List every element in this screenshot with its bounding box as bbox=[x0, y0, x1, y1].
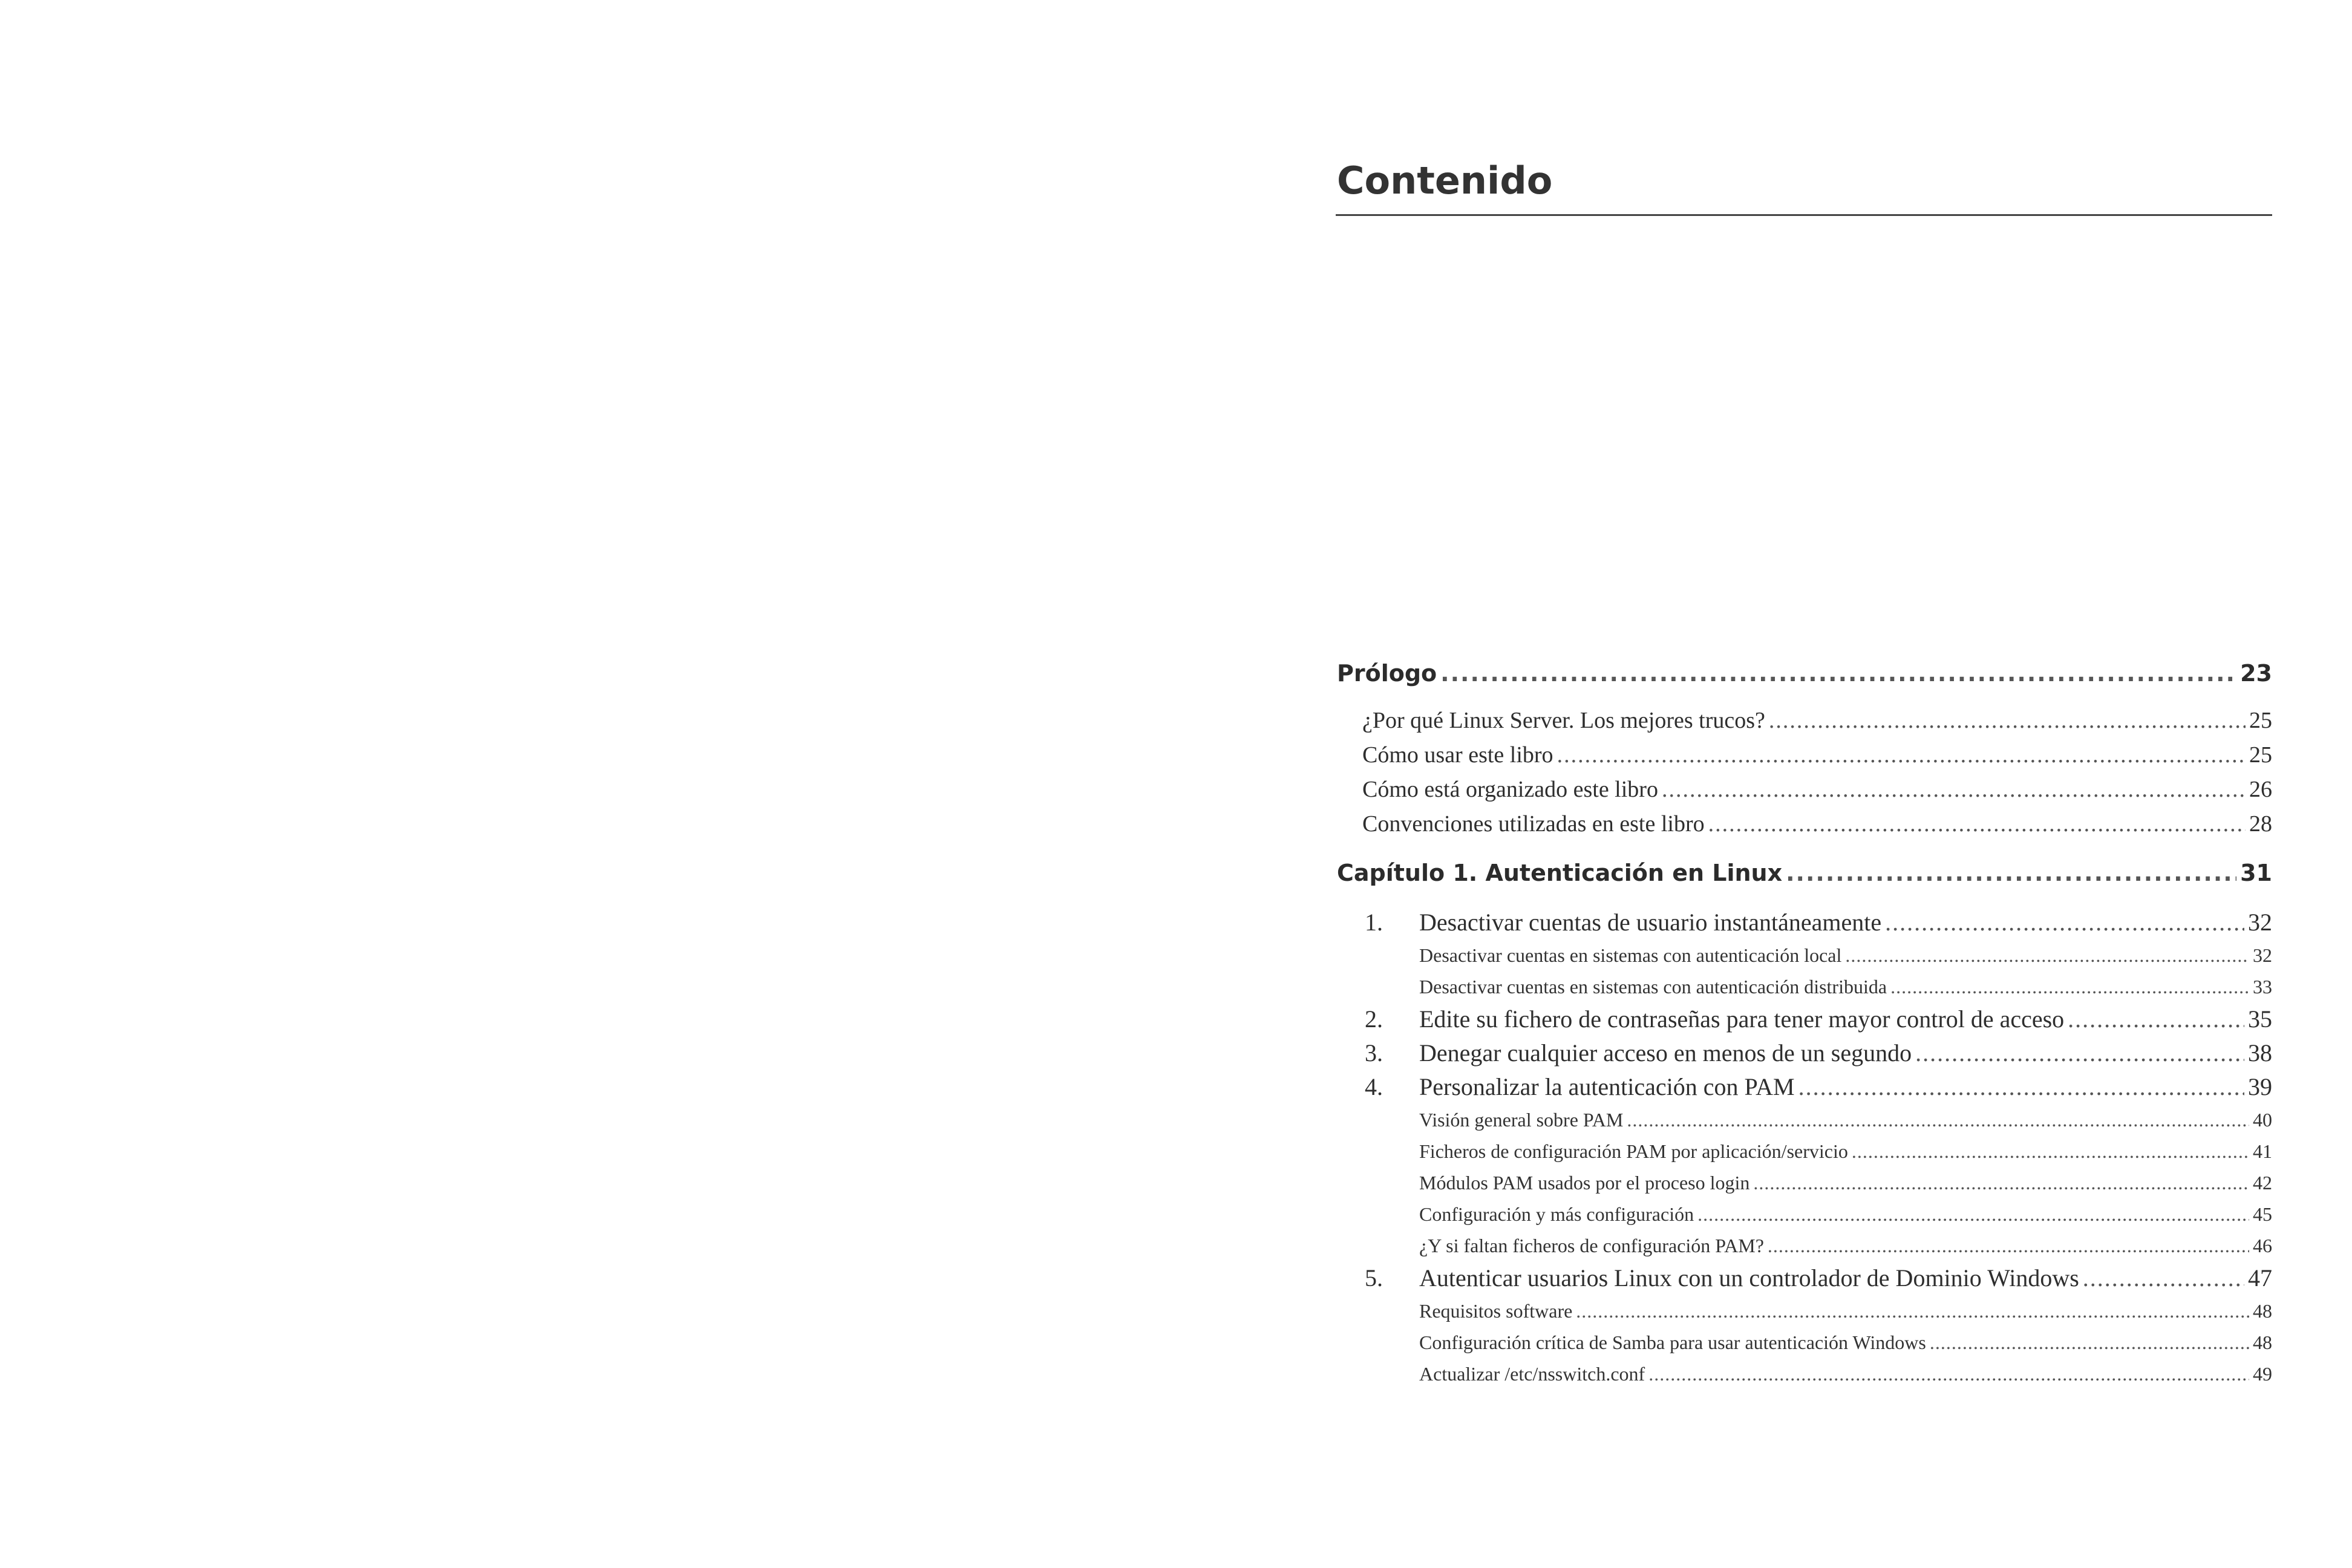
dot-leader bbox=[1768, 1230, 2249, 1261]
dot-leader bbox=[1798, 1070, 2244, 1104]
toc-entry-label: Ficheros de configuración PAM por aplicación/servicio bbox=[1419, 1140, 1848, 1162]
toc-entry-label: Requisitos software bbox=[1419, 1300, 1573, 1322]
table-of-contents bbox=[1337, 656, 2272, 1390]
toc-page-number: 39 bbox=[2248, 1073, 2272, 1100]
toc-entry-subsection[interactable] bbox=[1337, 1135, 2272, 1167]
dot-leader bbox=[1915, 1036, 2244, 1070]
toc-entry-subsection[interactable] bbox=[1337, 1327, 2272, 1358]
toc-entry-subsection[interactable] bbox=[1337, 1358, 2272, 1390]
toc-page-number: 38 bbox=[2248, 1039, 2272, 1067]
dot-leader bbox=[1890, 971, 2249, 1002]
toc-entry-label: Capítulo 1. Autenticación en Linux bbox=[1337, 860, 1783, 886]
toc-entry-label: Módulos PAM usados por el proceso login bbox=[1419, 1172, 1750, 1194]
dot-leader bbox=[1852, 1135, 2249, 1167]
toc-page-number: 47 bbox=[2248, 1264, 2272, 1292]
dot-leader bbox=[1557, 738, 2246, 773]
toc-entry-section[interactable] bbox=[1337, 773, 2272, 807]
dot-leader bbox=[1845, 939, 2249, 971]
toc-page-number: 33 bbox=[2253, 976, 2272, 998]
toc-page-number: 23 bbox=[2240, 660, 2272, 687]
toc-page-number: 32 bbox=[2248, 909, 2272, 936]
dot-leader bbox=[1440, 656, 2236, 690]
toc-entry-subsection[interactable] bbox=[1337, 971, 2272, 1002]
toc-entry-prologue[interactable] bbox=[1337, 656, 2272, 690]
toc-entry-numbered[interactable] bbox=[1337, 1002, 2272, 1036]
dot-leader bbox=[1930, 1327, 2249, 1358]
toc-entry-subsection[interactable] bbox=[1337, 1295, 2272, 1327]
toc-page-number: 25 bbox=[2249, 742, 2272, 768]
toc-entry-section[interactable] bbox=[1337, 738, 2272, 773]
toc-page-number: 49 bbox=[2253, 1363, 2272, 1385]
dot-leader bbox=[1648, 1358, 2249, 1390]
toc-entry-number: 2. bbox=[1365, 1005, 1383, 1033]
dot-leader bbox=[1753, 1167, 2249, 1198]
toc-entry-label: Personalizar la autenticación con PAM bbox=[1419, 1073, 1795, 1100]
toc-entry-numbered[interactable] bbox=[1337, 906, 2272, 939]
dot-leader bbox=[2068, 1002, 2244, 1036]
toc-page-number: 28 bbox=[2249, 811, 2272, 837]
toc-entry-subsection[interactable] bbox=[1337, 1104, 2272, 1135]
toc-entry-label: Cómo está organizado este libro bbox=[1362, 777, 1658, 802]
toc-page-number: 45 bbox=[2253, 1203, 2272, 1225]
toc-page-number: 48 bbox=[2253, 1331, 2272, 1353]
page-title: Contenido bbox=[1337, 158, 1553, 203]
toc-page-number: 31 bbox=[2240, 860, 2272, 886]
toc-page-number: 41 bbox=[2253, 1140, 2272, 1162]
toc-entry-numbered[interactable] bbox=[1337, 1070, 2272, 1104]
toc-page-number: 46 bbox=[2253, 1235, 2272, 1256]
toc-entry-subsection[interactable] bbox=[1337, 1167, 2272, 1198]
toc-entry-number: 5. bbox=[1365, 1264, 1383, 1292]
dot-leader bbox=[1697, 1198, 2249, 1230]
toc-entry-section[interactable] bbox=[1337, 704, 2272, 738]
toc-entry-label: Convenciones utilizadas en este libro bbox=[1362, 811, 1705, 837]
toc-entry-label: Configuración crítica de Samba para usar autenticación Windows bbox=[1419, 1331, 1926, 1353]
toc-entry-label: Desactivar cuentas en sistemas con autenticación local bbox=[1419, 944, 1842, 966]
dot-leader bbox=[1576, 1295, 2249, 1327]
toc-page-number: 32 bbox=[2253, 944, 2272, 966]
toc-page-number: 26 bbox=[2249, 777, 2272, 802]
right-page bbox=[1176, 0, 2352, 1568]
toc-entry-label: Edite su fichero de contraseñas para tener mayor control de acceso bbox=[1419, 1005, 2065, 1033]
toc-entry-subsection[interactable] bbox=[1337, 939, 2272, 971]
toc-entry-number: 3. bbox=[1365, 1039, 1383, 1067]
toc-page-number: 40 bbox=[2253, 1109, 2272, 1131]
dot-leader bbox=[1627, 1104, 2249, 1135]
toc-entry-subsection[interactable] bbox=[1337, 1230, 2272, 1261]
toc-page-number: 48 bbox=[2253, 1300, 2272, 1322]
toc-page-number: 42 bbox=[2253, 1172, 2272, 1194]
toc-entry-numbered[interactable] bbox=[1337, 1261, 2272, 1295]
toc-entry-label: Visión general sobre PAM bbox=[1419, 1109, 1624, 1131]
toc-entry-label: Prólogo bbox=[1337, 660, 1437, 687]
toc-entry-subsection[interactable] bbox=[1337, 1198, 2272, 1230]
toc-entry-label: ¿Y si faltan ficheros de configuración PAM? bbox=[1419, 1235, 1764, 1256]
dot-leader bbox=[1662, 773, 2246, 807]
toc-entry-label: Desactivar cuentas en sistemas con autenticación distribuida bbox=[1419, 976, 1887, 998]
toc-entry-label: ¿Por qué Linux Server. Los mejores trucos? bbox=[1362, 708, 1765, 733]
dot-leader bbox=[1885, 906, 2244, 939]
toc-page-number: 35 bbox=[2248, 1005, 2272, 1033]
dot-leader bbox=[1708, 807, 2246, 841]
toc-entry-number: 4. bbox=[1365, 1073, 1383, 1100]
toc-entry-number: 1. bbox=[1365, 909, 1383, 936]
dot-leader bbox=[1769, 704, 2246, 738]
dot-leader bbox=[2083, 1261, 2244, 1295]
toc-page-number: 25 bbox=[2249, 708, 2272, 733]
toc-entry-chapter-1[interactable] bbox=[1337, 856, 2272, 890]
toc-entry-label: Configuración y más configuración bbox=[1419, 1203, 1694, 1225]
dot-leader bbox=[1786, 856, 2236, 890]
title-rule bbox=[1336, 214, 2272, 216]
toc-entry-label: Cómo usar este libro bbox=[1362, 742, 1553, 768]
toc-entry-label: Autenticar usuarios Linux con un controlador de Dominio Windows bbox=[1419, 1264, 2079, 1292]
toc-entry-label: Denegar cualquier acceso en menos de un segundo bbox=[1419, 1039, 1912, 1067]
toc-entry-label: Desactivar cuentas de usuario instantáneamente bbox=[1419, 909, 1882, 936]
toc-entry-section[interactable] bbox=[1337, 807, 2272, 841]
toc-entry-label: Actualizar /etc/nsswitch.conf bbox=[1419, 1363, 1645, 1385]
toc-entry-numbered[interactable] bbox=[1337, 1036, 2272, 1070]
